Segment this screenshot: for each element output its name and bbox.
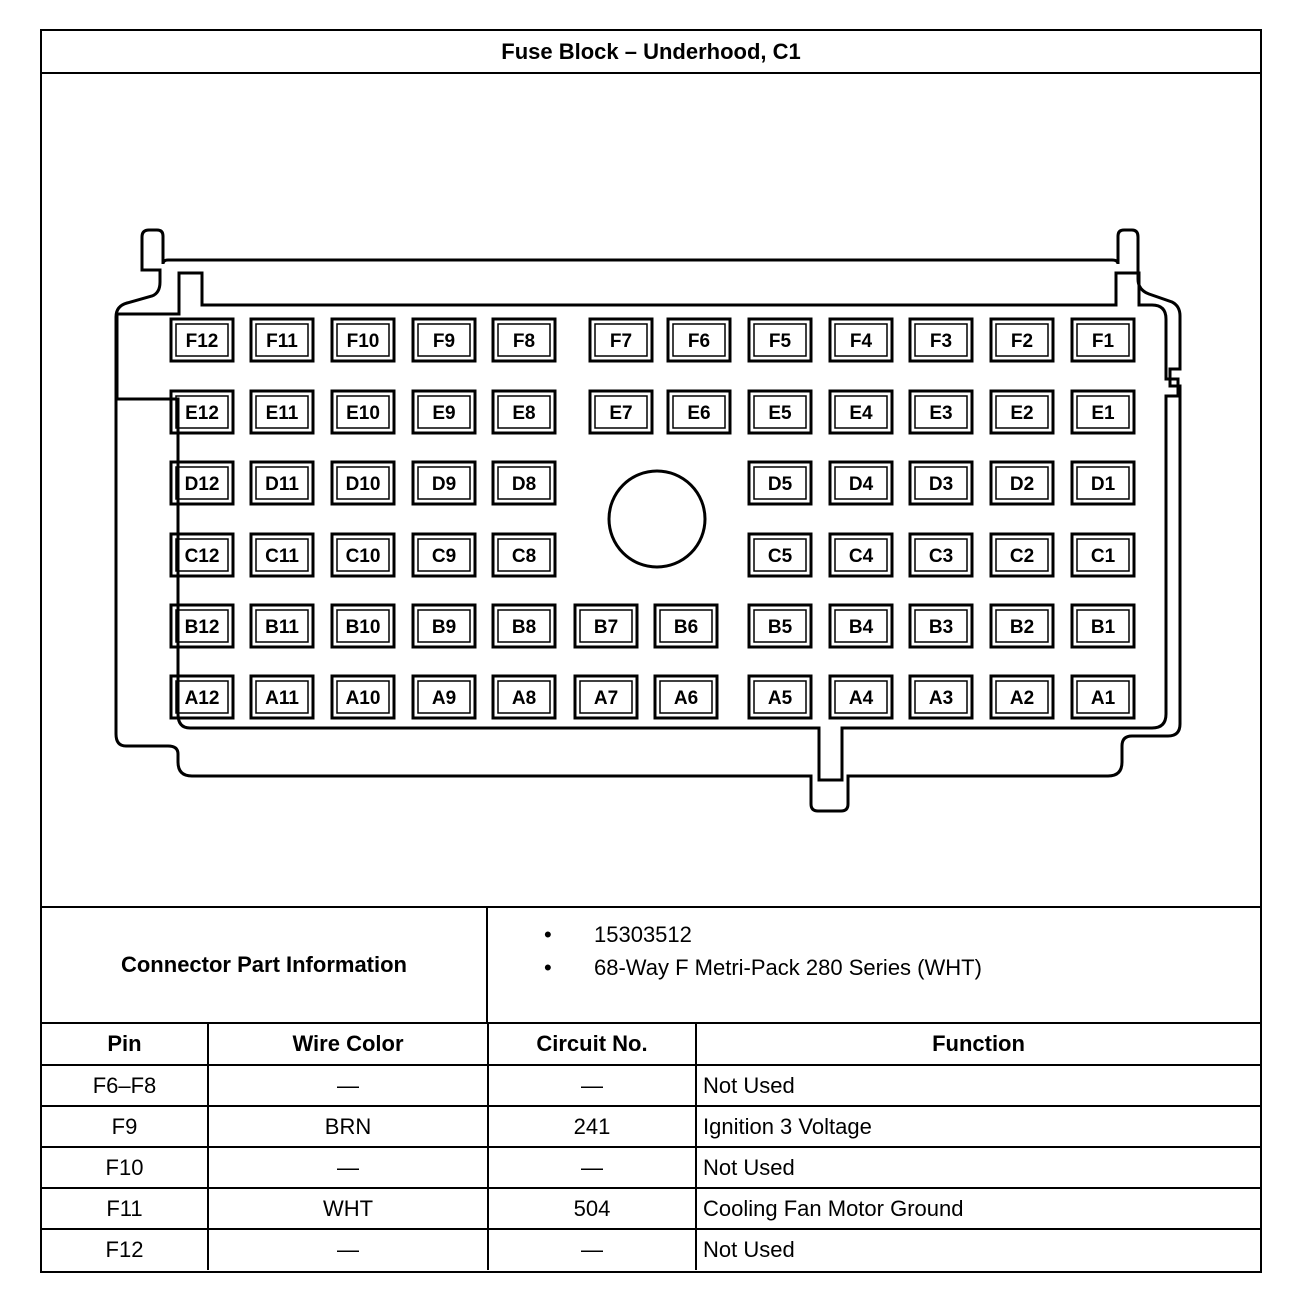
pin-label: B9: [431, 617, 457, 638]
pin-cavity-b7: [575, 605, 637, 647]
pin-cavity-c1: [1072, 534, 1134, 576]
connector-part-info: [42, 908, 1260, 1024]
pin-cavity-b9: [413, 605, 475, 647]
pin-label: E2: [1010, 403, 1034, 424]
pin-label: E7: [609, 403, 633, 424]
pin-label: A5: [767, 688, 793, 709]
pin-cavity-d8: [493, 462, 555, 504]
pin-cavity-e3: [910, 391, 972, 433]
pin-label: F11: [266, 331, 298, 352]
pin-cavity-e12: [171, 391, 233, 433]
pin-label: A4: [848, 688, 874, 709]
pin-cavity-a11: [251, 676, 313, 718]
pin-label: F3: [929, 331, 953, 352]
pin-cavity-d10: [332, 462, 394, 504]
pin-label: A3: [928, 688, 954, 709]
pin-cavity-a4: [830, 676, 892, 718]
pin-label: D8: [511, 474, 537, 495]
col-header-wire-color: Wire Color: [208, 1024, 488, 1065]
pin-cavity-d12: [171, 462, 233, 504]
pin-label: A12: [184, 688, 220, 709]
pin-label: E5: [768, 403, 792, 424]
pin-label: B11: [265, 617, 299, 638]
table-header-row: [42, 1024, 1260, 1065]
pin-label: C1: [1090, 546, 1116, 567]
pin-label: D10: [345, 474, 381, 495]
pin-cavity-d11: [251, 462, 313, 504]
pin-label: A2: [1009, 688, 1035, 709]
pin-label: C9: [431, 546, 457, 567]
pin-cavity-d1: [1072, 462, 1134, 504]
pin-cavity-f5: [749, 319, 811, 361]
pin-label: E1: [1091, 403, 1115, 424]
pin-function-table: [42, 1024, 1260, 1270]
pin-label: D11: [265, 474, 299, 495]
pin-cavity-d4: [830, 462, 892, 504]
pin-label: F6: [687, 331, 711, 352]
pin-cavity-a1: [1072, 676, 1134, 718]
wire-color-cell: BRN: [208, 1106, 488, 1147]
pin-cavity-a7: [575, 676, 637, 718]
col-header-circuit: Circuit No.: [488, 1024, 696, 1065]
pin-cavity-c2: [991, 534, 1053, 576]
col-header-pin: Pin: [42, 1024, 208, 1065]
col-header-function: Function: [696, 1024, 1260, 1065]
pin-cavity-e10: [332, 391, 394, 433]
pin-label: D2: [1009, 474, 1035, 495]
pin-label: D9: [431, 474, 457, 495]
pin-cavity-a6: [655, 676, 717, 718]
pin-label: A6: [673, 688, 699, 709]
pin-cavity-e7: [590, 391, 652, 433]
pin-label: B3: [928, 617, 954, 638]
pin-cavity-b1: [1072, 605, 1134, 647]
pin-label: F5: [768, 331, 792, 352]
pin-cavity-c3: [910, 534, 972, 576]
pin-cavity-a2: [991, 676, 1053, 718]
pin-cavity-e9: [413, 391, 475, 433]
pin-cavity-a12: [171, 676, 233, 718]
pin-label: F2: [1010, 331, 1034, 352]
table-row: [42, 1147, 1260, 1188]
pin-label: B12: [184, 617, 220, 638]
pin-label: E6: [687, 403, 711, 424]
pin-label: A8: [511, 688, 537, 709]
pin-cavity-a10: [332, 676, 394, 718]
pin-label: B7: [593, 617, 619, 638]
pin-label: F9: [432, 331, 456, 352]
pin-cavity-f10: [332, 319, 394, 361]
pin-cavity-f1: [1072, 319, 1134, 361]
function-cell: Not Used: [696, 1229, 1260, 1270]
pin-label: A9: [431, 688, 457, 709]
pin-cavity-c4: [830, 534, 892, 576]
pin-cavity-e4: [830, 391, 892, 433]
pin-cavity-d5: [749, 462, 811, 504]
pin-label: D1: [1090, 474, 1116, 495]
pin-label: B8: [511, 617, 537, 638]
pin-cavity-a9: [413, 676, 475, 718]
pin-cavity-d3: [910, 462, 972, 504]
pin-cavity-b11: [251, 605, 313, 647]
pin-cavity-e8: [493, 391, 555, 433]
pin-label: C5: [767, 546, 793, 567]
pin-label: C10: [345, 546, 381, 567]
pin-label: F1: [1091, 331, 1115, 352]
function-cell: Ignition 3 Voltage: [696, 1106, 1260, 1147]
pin-label: B6: [673, 617, 699, 638]
function-cell: Not Used: [696, 1065, 1260, 1106]
pin-cavity-a5: [749, 676, 811, 718]
pin-cavity-f6: [668, 319, 730, 361]
connector-info-label: Connector Part Information: [42, 908, 488, 1022]
pin-cell: F11: [42, 1188, 208, 1229]
pin-label: A11: [265, 688, 299, 709]
pin-cavity-f3: [910, 319, 972, 361]
connector-sheet: [40, 29, 1262, 1273]
pin-label: E12: [185, 403, 219, 424]
connector-description: • 68-Way F Metri-Pack 280 Series (WHT): [488, 951, 1260, 984]
table-row: [42, 1229, 1260, 1270]
pin-cavity-f4: [830, 319, 892, 361]
pin-cavity-b3: [910, 605, 972, 647]
wire-color-cell: WHT: [208, 1188, 488, 1229]
pin-cavity-c9: [413, 534, 475, 576]
pin-cavity-e5: [749, 391, 811, 433]
pin-cell: F6–F8: [42, 1065, 208, 1106]
connector-info-list: [488, 908, 1260, 1032]
pin-label: C3: [928, 546, 954, 567]
pin-cavity-b12: [171, 605, 233, 647]
pin-label: A10: [345, 688, 381, 709]
pin-label: B10: [345, 617, 381, 638]
pin-label: D12: [184, 474, 220, 495]
table-row: [42, 1106, 1260, 1147]
pin-cavity-c10: [332, 534, 394, 576]
pin-label: F7: [609, 331, 633, 352]
function-cell: Not Used: [696, 1147, 1260, 1188]
circuit-cell: 241: [488, 1106, 696, 1147]
pin-label: B1: [1090, 617, 1116, 638]
pin-label: C8: [511, 546, 537, 567]
pin-label: B5: [767, 617, 793, 638]
pin-cavity-e11: [251, 391, 313, 433]
connector-outer-shell: [116, 230, 1180, 811]
pin-label: C11: [265, 546, 299, 567]
pin-label: F10: [346, 331, 380, 352]
pin-cavity-f2: [991, 319, 1053, 361]
pin-cavity-b4: [830, 605, 892, 647]
wire-color-cell: —: [208, 1065, 488, 1106]
pin-label: B2: [1009, 617, 1035, 638]
pin-cavity-a8: [493, 676, 555, 718]
pin-cavity-b2: [991, 605, 1053, 647]
connector-face-drawing: [42, 74, 1260, 908]
pin-label: B4: [848, 617, 874, 638]
pin-label: A1: [1090, 688, 1116, 709]
pin-label: F8: [512, 331, 536, 352]
pin-cavity-f7: [590, 319, 652, 361]
pin-label: D3: [928, 474, 954, 495]
pin-cavity-c12: [171, 534, 233, 576]
pin-cavity-e1: [1072, 391, 1134, 433]
wire-color-cell: —: [208, 1229, 488, 1270]
pin-cavity-c8: [493, 534, 555, 576]
pin-cavity-b5: [749, 605, 811, 647]
pin-cell: F10: [42, 1147, 208, 1188]
pin-label: E8: [512, 403, 536, 424]
pin-label: C2: [1009, 546, 1035, 567]
pin-cavity-f8: [493, 319, 555, 361]
pin-cavity-b6: [655, 605, 717, 647]
circuit-cell: —: [488, 1065, 696, 1106]
circuit-cell: —: [488, 1229, 696, 1270]
pin-label: C12: [184, 546, 220, 567]
pin-cavity-c5: [749, 534, 811, 576]
pin-cavity-d9: [413, 462, 475, 504]
page-title: Fuse Block – Underhood, C1: [42, 31, 1260, 74]
pin-cavity-d2: [991, 462, 1053, 504]
pin-cavity-b8: [493, 605, 555, 647]
pin-label: E11: [265, 403, 299, 424]
pin-grid: [171, 319, 1134, 718]
pin-cavity-e6: [668, 391, 730, 433]
pin-label: E4: [849, 403, 873, 424]
pin-label: F12: [185, 331, 219, 352]
pin-label: E3: [929, 403, 953, 424]
pin-cavity-f12: [171, 319, 233, 361]
pin-cavity-e2: [991, 391, 1053, 433]
center-post-hole: [609, 471, 705, 567]
wire-color-cell: —: [208, 1147, 488, 1188]
pin-label: E10: [346, 403, 380, 424]
pin-cavity-c11: [251, 534, 313, 576]
circuit-cell: 504: [488, 1188, 696, 1229]
pin-cell: F12: [42, 1229, 208, 1270]
pin-cell: F9: [42, 1106, 208, 1147]
function-cell: Cooling Fan Motor Ground: [696, 1188, 1260, 1229]
table-row: [42, 1188, 1260, 1229]
table-row: [42, 1065, 1260, 1106]
pin-label: C4: [848, 546, 874, 567]
pin-cavity-f9: [413, 319, 475, 361]
connector-diagram: [42, 74, 1260, 908]
connector-part-number: • 15303512: [488, 918, 1260, 951]
pin-cavity-a3: [910, 676, 972, 718]
pin-cavity-b10: [332, 605, 394, 647]
pin-label: E9: [432, 403, 456, 424]
pin-cavity-f11: [251, 319, 313, 361]
pin-label: D4: [848, 474, 874, 495]
circuit-cell: —: [488, 1147, 696, 1188]
pin-label: A7: [593, 688, 619, 709]
pin-label: D5: [767, 474, 793, 495]
pin-label: F4: [849, 331, 873, 352]
